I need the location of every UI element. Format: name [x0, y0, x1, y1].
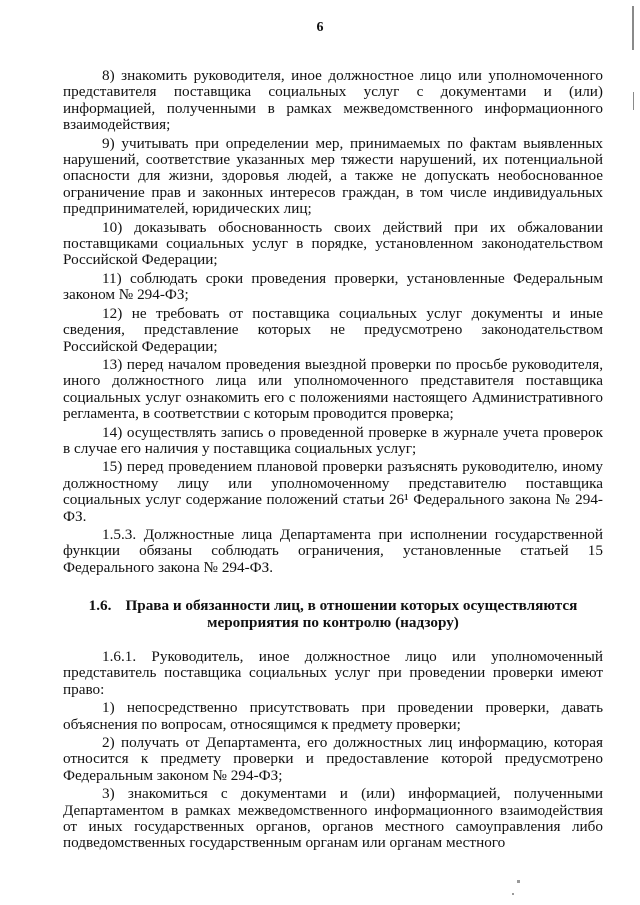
paragraph-item-11: 11) соблюдать сроки проведения проверки, установленные Федеральным законом № 294-ФЗ;: [63, 269, 603, 304]
section-title: Права и обязанности лиц, в отношении которых осуществляются мероприятия по контролю (надзору): [125, 597, 578, 631]
document-body: [63, 68, 603, 852]
paragraph-1-6-1: 1.6.1. Руководитель, иное должностное лицо или уполномоченный представитель поставщика социальных услуг при проведении проверки имеют право:: [63, 648, 603, 698]
scan-speck: [512, 893, 514, 895]
paragraph-item-13: 13) перед началом проведения выездной проверки по просьбе руководителя, иного должностного лица или уполномоченного представителя поставщика социальных услуг ознакомить его с положениями настоящего Административного регламента, в соответствии с которым проводится проверка;: [63, 355, 603, 423]
paragraph-item-15: 15) перед проведением плановой проверки разъяснять руководителю, иному должностному лицу или уполномоченному представителю поставщика социальных услуг содержание положений статьи 26¹ Федерального закона № 294-ФЗ.: [63, 458, 603, 525]
scan-edge-mark: [632, 6, 634, 50]
section-number: 1.6.: [88, 597, 112, 615]
paragraph-item-14: 14) осуществлять запись о проведенной проверке в журнале учета проверок в случае его наличия у поставщика социальных услуг;: [63, 423, 603, 457]
right-item-3: 3) знакомиться с документами и (или) информацией, полученными Департаментом в рамках межведомственного информационного взаимодействия от иных государственных органов, органов местного самоуправления либо подведомственных государственным органам или органам местного: [63, 785, 603, 852]
scan-speck: [517, 880, 520, 883]
right-item-2: 2) получать от Департамента, его должностных лиц информацию, которая относится к предмету проверки и предоставление которой предусмотрено Федеральным законом № 294-ФЗ;: [63, 734, 603, 784]
page-number: 6: [316, 20, 324, 35]
right-item-1: 1) непосредственно присутствовать при проведении проверки, давать объяснения по вопросам, относящимся к предмету проверки;: [63, 699, 603, 733]
paragraph-item-8: 8) знакомить руководителя, иное должностное лицо или уполномоченного представителя поставщика социальных услуг с документами и (или) информацией, полученными в рамках межведомственного информационного взаимодействия;: [63, 67, 603, 134]
paragraph-1-5-3: 1.5.3. Должностные лица Департамента при исполнении государственной функции обязаны соблюдать ограничения, установленные статьей 15 Федерального закона № 294-ФЗ.: [63, 525, 603, 576]
scan-edge-mark-small: [633, 92, 634, 110]
paragraph-item-12: 12) не требовать от поставщика социальных услуг документы и иные сведения, представление которых не предусмотрено законодательством Российской Федерации;: [63, 304, 603, 355]
paragraph-item-10: 10) доказывать обоснованность своих действий при их обжаловании поставщиками социальных услуг в порядке, установленном законодательством Российской Федерации;: [63, 218, 603, 269]
section-heading: [63, 598, 603, 631]
paragraph-item-9: 9) учитывать при определении мер, принимаемых по фактам выявленных нарушений, соответствие указанных мер тяжести нарушений, их потенциальной опасности для жизни, здоровья людей, а также не допускать необоснованное ограничение прав и законных интересов граждан, в том числе индивидуальных предпринимателей, юридических лиц;: [63, 134, 603, 218]
